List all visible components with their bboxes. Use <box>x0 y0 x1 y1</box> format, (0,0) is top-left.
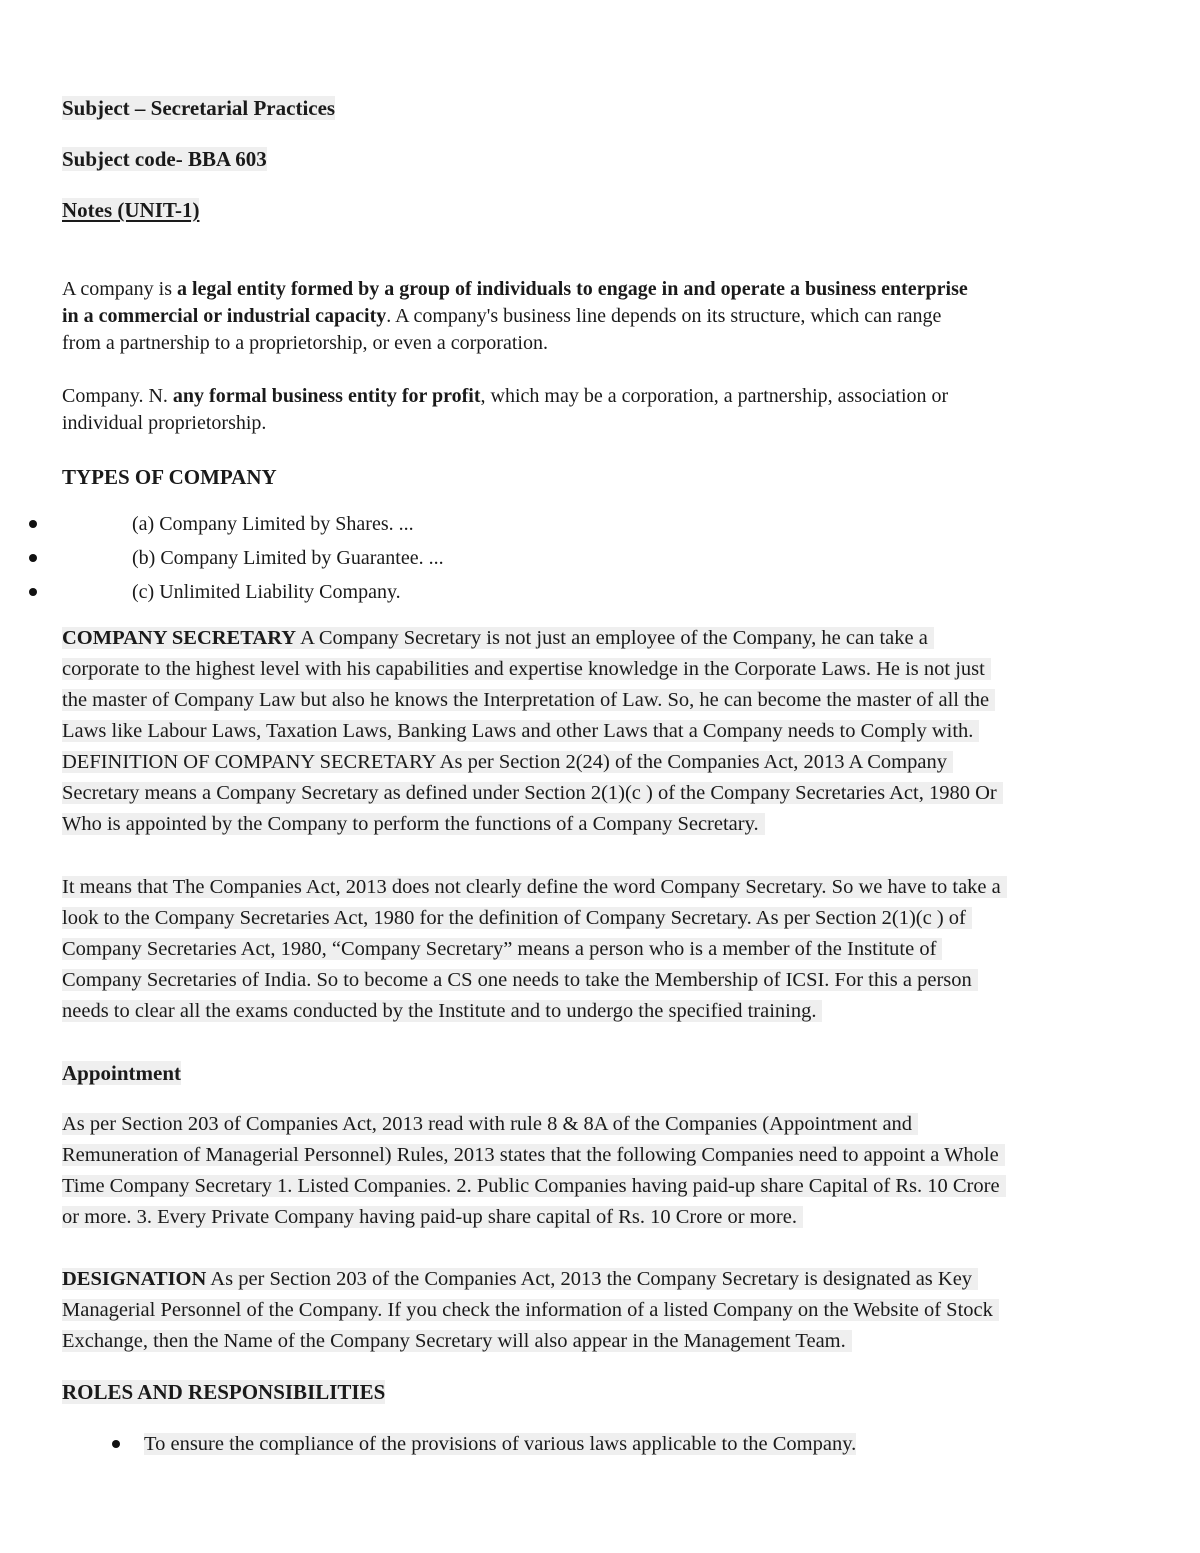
bullet-icon <box>112 1440 120 1448</box>
meaning-line: look to the Company Secretaries Act, 1980 for the definition of Company Secretary. As per Section 2(1)(c ) of <box>62 907 972 929</box>
roles-item-text: To ensure the compliance of the provisions of various laws applicable to the Company. <box>144 1433 857 1455</box>
subject-code <box>62 147 267 172</box>
intro-paragraph <box>62 276 968 357</box>
roles-item <box>144 1429 856 1460</box>
intro-text: A company is <box>62 278 177 300</box>
subject-text: Subject – Secretarial Practices <box>62 96 336 120</box>
company-secretary-paragraph <box>62 623 1003 840</box>
definition-text-2: , which may be a corporation, a partnership, association or <box>480 385 949 407</box>
subject-code-text: Subject code- BBA 603 <box>62 147 267 171</box>
subject-title <box>62 96 335 121</box>
cs-line: DEFINITION OF COMPANY SECRETARY As per Section 2(24) of the Companies Act, 2013 A Company <box>62 751 953 773</box>
intro-bold-2: in a commercial or industrial capacity <box>62 305 387 327</box>
intro-text-3: from a partnership to a proprietorship, or even a corporation. <box>62 332 548 354</box>
meaning-paragraph <box>62 872 1007 1027</box>
designation-heading: DESIGNATION <box>62 1268 207 1290</box>
meaning-line: needs to clear all the exams conducted by the Institute and to undergo the specified training. <box>62 1000 822 1022</box>
definition-paragraph <box>62 383 948 437</box>
meaning-line: Company Secretaries Act, 1980, “Company Secretary” means a person who is a member of the Institute of <box>62 938 942 960</box>
cs-line: Secretary means a Company Secretary as defined under Section 2(1)(c ) of the Company Secretaries Act, 1980 Or <box>62 782 1003 804</box>
appointment-heading <box>62 1061 181 1086</box>
roles-heading-text: ROLES AND RESPONSIBILITIES <box>62 1380 386 1404</box>
cs-line: Laws like Labour Laws, Taxation Laws, Banking Laws and other Laws that a Company needs to Comply with. <box>62 720 979 742</box>
appointment-line: Time Company Secretary 1. Listed Companies. 2. Public Companies having paid-up share Capital of Rs. 10 Crore <box>62 1175 1006 1197</box>
cs-line: A Company Secretary is not just an employee of the Company, he can take a <box>296 627 928 649</box>
definition-text-3: individual proprietorship. <box>62 412 267 434</box>
bullet-icon <box>29 554 37 562</box>
appointment-heading-text: Appointment <box>62 1061 182 1085</box>
types-item-a: (a) Company Limited by Shares. ... <box>132 513 414 535</box>
types-item-c: (c) Unlimited Liability Company. <box>132 581 401 603</box>
designation-line: Exchange, then the Name of the Company Secretary will also appear in the Management Team. <box>62 1330 852 1352</box>
appointment-line: As per Section 203 of Companies Act, 2013 read with rule 8 & 8A of the Companies (Appointment and <box>62 1113 918 1135</box>
notes-text: Notes (UNIT-1) <box>62 198 200 222</box>
cs-line: Who is appointed by the Company to perform the functions of a Company Secretary. <box>62 813 765 835</box>
appointment-line: or more. 3. Every Private Company having paid-up share capital of Rs. 10 Crore or more. <box>62 1206 803 1228</box>
designation-paragraph <box>62 1264 999 1357</box>
company-secretary-heading: COMPANY SECRETARY <box>62 627 297 649</box>
definition-text: Company. N. <box>62 385 173 407</box>
notes-title <box>62 198 199 223</box>
bullet-icon <box>29 588 37 596</box>
bullet-icon <box>29 520 37 528</box>
roles-heading <box>62 1380 385 1405</box>
cs-line: corporate to the highest level with his capabilities and expertise knowledge in the Corporate Laws. He is not just <box>62 658 991 680</box>
definition-bold: any formal business entity for profit <box>172 385 481 407</box>
designation-line: As per Section 203 of the Companies Act, 2013 the Company Secretary is designated as Key <box>206 1268 973 1290</box>
meaning-line: Company Secretaries of India. So to become a CS one needs to take the Membership of ICSI. For this a person <box>62 969 978 991</box>
intro-text-2: . A company's business line depends on its structure, which can range <box>386 305 942 327</box>
meaning-line: It means that The Companies Act, 2013 does not clearly define the word Company Secretary. So we have to take a <box>62 876 1007 898</box>
appointment-paragraph <box>62 1109 1006 1233</box>
cs-line: the master of Company Law but also he knows the Interpretation of Law. So, he can become the master of all the <box>62 689 995 711</box>
types-heading: TYPES OF COMPANY <box>62 465 277 489</box>
appointment-line: Remuneration of Managerial Personnel) Rules, 2013 states that the following Companies need to appoint a Whole <box>62 1144 1005 1166</box>
intro-bold: a legal entity formed by a group of individuals to engage in and operate a business enterprise <box>177 278 968 300</box>
types-item-b: (b) Company Limited by Guarantee. ... <box>132 547 444 569</box>
designation-line: Managerial Personnel of the Company. If you check the information of a listed Company on the Website of Stock <box>62 1299 999 1321</box>
